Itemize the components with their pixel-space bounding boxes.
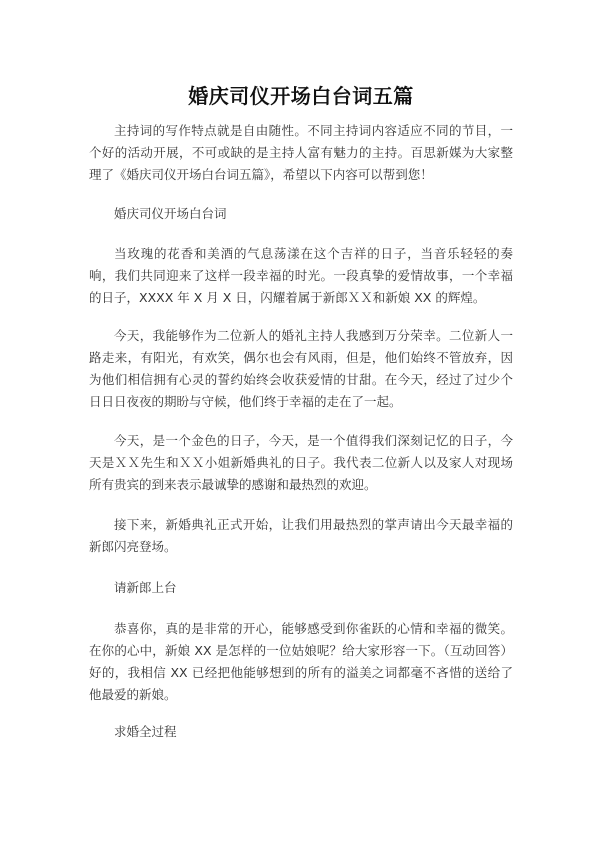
document-page (89, 0, 513, 849)
paragraph-2: 今天，我能够作为二位新人的婚礼主持人我感到万分荣幸。二位新人一路走来，有阳光，有欢笑，偶尔也会有风雨，但是，他们始终不管放弃，因为他们相信拥有心灵的誓约始终会收获爱情的甘甜。在今天，经过了过少个日日日夜夜的期盼与守候，他们终于幸福的走在了一起。 (89, 328, 513, 409)
paragraph-5: 恭喜你，真的是非常的开心，能够感受到你雀跃的心情和幸福的微笑。在你的心中，新娘 XX 是怎样的一位姑娘呢？给大家形容一下。（互动回答）好的，我相信 XX 已经把他能够想到的所有的溢美之词都毫不吝惜的送给了他最爱的新娘。 (89, 621, 513, 702)
section-heading-proposal: 求婚全过程 (114, 724, 177, 739)
paragraph-3: 今天，是一个金色的日子，今天，是一个值得我们深刻记忆的日子，今天是ＸＸ先生和ＸＸ小姐新婚典礼的日子。我代表二位新人以及家人对现场所有贵宾的到来表示最诚挚的感谢和最热烈的欢迎。 (89, 433, 513, 492)
paragraph-1: 当玫瑰的花香和美酒的气息荡漾在这个吉祥的日子，当音乐轻轻的奏响，我们共同迎来了这样一段幸福的时光。一段真挚的爱情故事，一个幸福的日子，XXXX 年 X 月 X 日，闪耀着属于新郎ＸＸ和新娘 XX 的辉煌。 (89, 246, 513, 305)
paragraph-4: 接下来，新婚典礼正式开始，让我们用最热烈的掌声请出今天最幸福的新郎闪亮登场。 (89, 517, 513, 554)
section-heading-groom: 请新郎上台 (114, 580, 177, 595)
intro-paragraph: 主持词的写作特点就是自由随性。不同主持词内容适应不同的节目，一个好的活动开展，不可或缺的是主持人富有魅力的主持。百思新媒为大家整理了《婚庆司仪开场白台词五篇》，希望以下内容可以帮到您！ (89, 123, 513, 182)
section-heading-opening: 婚庆司仪开场白台词 (114, 206, 227, 221)
document-title: 婚庆司仪开场白台词五篇 (188, 84, 414, 108)
